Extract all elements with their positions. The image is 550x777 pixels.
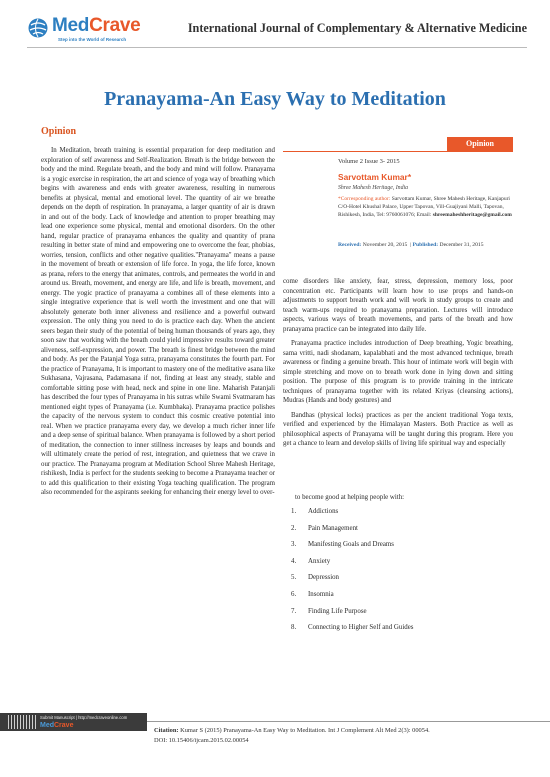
footer-brand-bar	[0, 713, 147, 731]
list-item: 3. Manifesting Goals and Dreams	[291, 541, 394, 549]
citation-label: Citation:	[154, 727, 179, 734]
body-paragraph: In Meditation, breath training is essential preparation for deep meditation and exploration of self awareness and Self-Realization. Breath is the bridge between the body and the mind. Regulate breath, and the body and mind will follow. Pranayama is a yogic exercise in respiration, the art and science of yoga way of breathing which begins with awareness and ends with greater awareness, resulting in numerous benefits at physical, mental and emotional level. The quantity of air we breathe depends on the depth of respiration. In pranayama, a larger quantity of air is drawn in and out of the body. Lack of knowledge and attention to proper breathing may lead one experience some physical, mental and emotional disorders. On the other hand, regular practice of pranayama enhances the quality and quantity of prana resulting in better state of mind and empowering one to overcome the fear, phobias, worries, tension, conflicts and other negative qualities."Pranayama" means a pause in the movement of breath or extension of life force. In yoga, the life force, known as prana, refers to the energy that animates, controls, and permeates the world in and around us. Breath, movement, and energy are life, and life is breath, movement, and energy. The yogic practice of pranayama a combines all of these elements into a single integrative experience that is well worth the investment and one that will absolutely generate both inner aliveness and resilience and a powerful outward expression. The only thing you need to do is practice each day. When the ancient seers began their study of the potential of being human thousands of years ago, they soon saw that working with the breath could yield impressive results toward greater aliveness, self-expression, and power. The breath is finest bridge between the mind and body. As per the Patanjal Yoga sutra, pranayama constitutes the fourth part. For the practice of Pranayama, It is important to mastery one of the meditative asana like Sukhasana, Vajrasana, Padamasana if not, finding at least any steady, stable and comfortable sitting pose with head, neck and spine in one line. Maharish Patanjali has described the four types of Pranayama in his sutras while Swami Svatmaram has mentioned eight types of Pranayama (i.e. Kumbhaka). Pranayama practice polishes the capacity of the nervous system to conduct this cosmic creative potential into real. When we practice pranayama every day, we develop a much richer inner life and a deep sense of spiritual balance. When pranayama is followed by a short period of meditation, the connection to inner stillness increases by leaps and bounds and will ultimately create the period of rest, integration, and quietness that we crave in our practice. The Pranayama program at Meditation School Shree Mahesh Heritage, rishikesh, India is perfect for the students seeking to become a Pranayama teacher or to add this qualification to their existing Yoga teaching qualification. The program also recommended for the aspirants seeking for enhancing their energy level to over-	[41, 147, 275, 496]
footer-stripes-decoration	[8, 715, 36, 729]
page-footer	[0, 713, 550, 753]
author-name: Sarvottam Kumar*	[338, 172, 412, 182]
received-label: Received:	[338, 242, 362, 248]
article-info-box	[283, 137, 513, 265]
body-paragraph: Bandhas (physical locks) practices as per the ancient traditional Yoga texts, verified and experienced by the Himalayan Masters. Both Practice as well as philosophical aspects of Pranayama will be taught during this program. Here you get a chance to learn and develop skills of living life spiritual way and especially	[283, 411, 513, 447]
list-item: 5. Depression	[291, 574, 340, 582]
volume-issue: Volume 2 Issue 3- 2015	[338, 158, 400, 165]
list-item: 7. Finding Life Purpose	[291, 607, 367, 615]
citation-text: Kumar S (2015) Pranayama-An Easy Way to Meditation. Int J Complement Alt Med 2(3): 00054.	[180, 727, 430, 734]
info-box-rule	[283, 151, 513, 152]
logo-crave-text: Crave	[89, 15, 141, 36]
benefits-list	[283, 507, 513, 640]
author-affiliation: Shree Mahesh Heritage, India	[338, 185, 408, 191]
logo-tagline: Step into the World of Research	[58, 37, 127, 42]
journal-title[interactable]: International Journal of Complementary & Alternative Medicine	[187, 21, 527, 35]
page-header	[0, 0, 550, 64]
corresponding-label: *Corresponding author:	[338, 196, 391, 202]
article-type-tab: Opinion	[447, 137, 513, 151]
author-email-link[interactable]: shreemaheshheritage@gmail.com	[432, 211, 512, 218]
published-date: December 31, 2015	[439, 242, 484, 248]
list-item: 6. Insomnia	[291, 590, 334, 598]
header-divider	[27, 47, 527, 48]
medcrave-globe-icon	[27, 17, 49, 39]
footer-divider	[147, 721, 550, 722]
section-heading-opinion: Opinion	[41, 126, 77, 137]
footer-logo: MedCrave	[40, 722, 74, 729]
list-intro: to become good at helping people with:	[295, 494, 405, 501]
published-label: Published:	[412, 242, 439, 248]
submit-manuscript-link[interactable]: Submit Manuscript | http://medcraveonline.com	[40, 715, 128, 720]
logo-med-text: Med	[52, 15, 90, 36]
doi-link[interactable]: DOI: 10.15406/ijcam.2015.02.00054	[154, 737, 249, 744]
corresponding-text: Sarvottam Kumar, Shree Mahesh Heritage, Kanjapuri C/O-Hotel Khushal Palace, Upper Tapovan, Vill-Guajiyani Malli, Tapovan, Rishikesh, India, Tel: 9760061076; Email:	[338, 196, 510, 218]
list-item: 1. Addictions	[291, 508, 339, 515]
body-paragraph: Pranayama practice includes introduction of Deep breathing, Yogic breathing, sama vritti, nadi shodanam, kapalabhati and the most advanced technique, breath awareness or finding a genuine breath. This hour of intimate work will begin with simple stretching and move on to breath work done in lying down and sitting position. The purpose of this program is to provide training in the intricate techniques of pranayama together with its related Kriyas (cleansing actions), Mudras (Hands and body gestures) and	[283, 340, 513, 404]
body-column-left	[41, 146, 275, 666]
list-item: 2. Pain Management	[291, 524, 358, 532]
citation	[154, 726, 544, 746]
medcrave-logo[interactable]	[27, 15, 167, 55]
corresponding-author	[338, 196, 513, 219]
received-date: November 20, 2015	[362, 242, 408, 248]
publication-dates: Received: November 20, 2015 | Published: December 31, 2015	[338, 242, 484, 248]
body-paragraph: come disorders like anxiety, fear, stress, depression, memory loss, poor concentration etc. Participants will learn how to use props and hands-on adjustments to support breath work and will work in study groups to create and teach warm-ups required to pranayama preparation. Lectures will introduce aspects, various ways of breath movements, and parts of the breath and how pranayama practice can be integrated into daily life.	[283, 278, 513, 333]
logo-wordmark	[52, 15, 140, 37]
list-item: 8. Connecting to Higher Self and Guides	[291, 624, 414, 632]
list-item: 4. Anxiety	[291, 557, 331, 565]
article-title: Pranayama-An Easy Way to Meditation	[104, 88, 446, 110]
